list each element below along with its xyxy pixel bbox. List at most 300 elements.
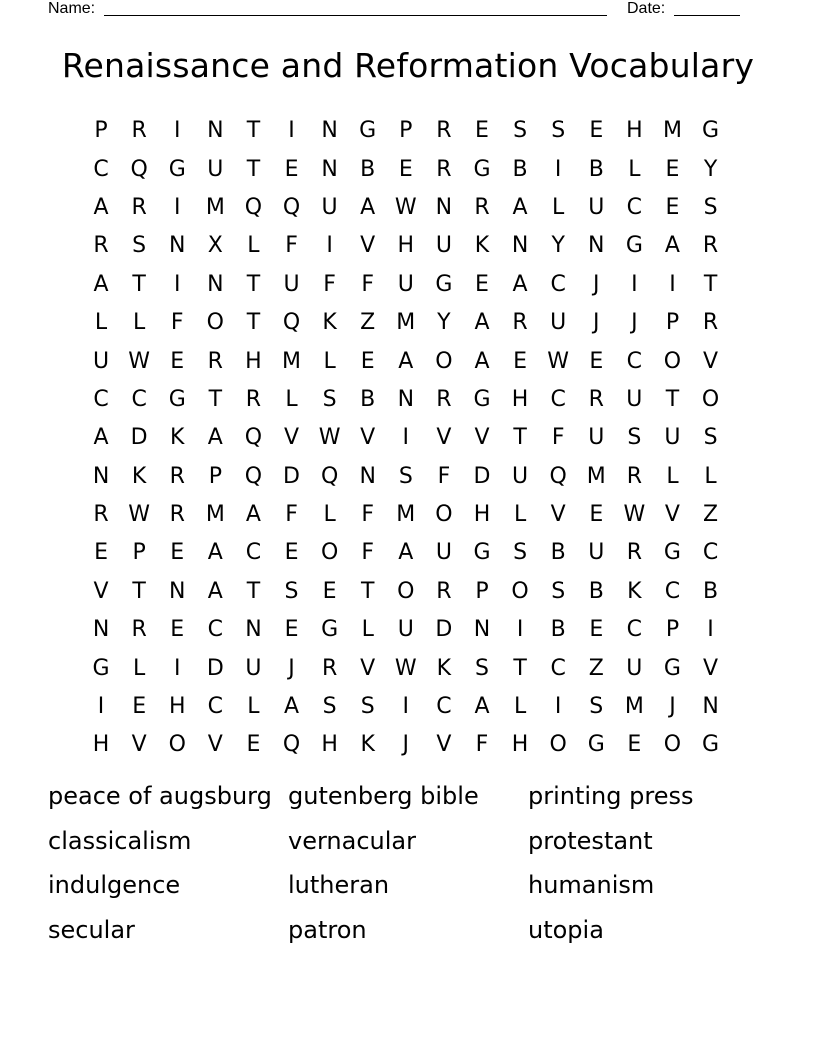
grid-letter: N	[207, 118, 224, 144]
grid-letter: N	[92, 463, 110, 489]
grid-letter: N	[359, 463, 376, 489]
grid-letter: B	[588, 578, 604, 604]
grid-letter: M	[396, 310, 416, 336]
grid-letter: S	[589, 694, 604, 720]
grid-letter: E	[475, 271, 489, 297]
grid-letter: R	[321, 655, 338, 681]
grid-row	[82, 649, 732, 687]
grid-letter: I	[516, 617, 524, 643]
word-list-item: vernacular	[288, 826, 416, 855]
grid-letter: V	[207, 732, 223, 758]
grid-letter: R	[169, 502, 185, 528]
grid-letter: S	[513, 540, 528, 566]
grid-letter: I	[402, 425, 410, 451]
grid-letter: S	[551, 578, 566, 604]
grid-letter: N	[207, 271, 224, 297]
grid-letter: F	[361, 271, 375, 297]
grid-letter: H	[245, 348, 262, 374]
grid-letter: K	[360, 732, 375, 758]
grid-letter: G	[473, 386, 491, 412]
word-list-item: printing press	[528, 782, 694, 810]
word-list-item: indulgence	[48, 871, 181, 899]
grid-letter: I	[631, 271, 638, 297]
grid-row	[82, 534, 732, 572]
grid-letter: L	[323, 348, 336, 374]
grid-letter: S	[627, 425, 642, 451]
grid-letter: S	[322, 386, 337, 412]
grid-letter: M	[205, 502, 225, 528]
grid-letter: Z	[703, 502, 719, 528]
grid-letter: G	[702, 732, 720, 758]
grid-letter: T	[132, 271, 146, 297]
grid-letter: W	[128, 348, 151, 374]
grid-letter: T	[513, 655, 527, 681]
grid-letter: E	[132, 694, 147, 720]
grid-letter: R	[474, 194, 490, 220]
grid-letter: I	[97, 694, 105, 720]
grid-letter: U	[588, 194, 605, 220]
grid-letter: A	[93, 425, 109, 451]
grid-letter: O	[397, 578, 415, 604]
grid-letter: D	[283, 463, 300, 489]
grid-letter: C	[550, 386, 566, 412]
grid-letter: M	[205, 194, 225, 220]
grid-letter: C	[626, 194, 643, 220]
grid-letter: J	[593, 271, 600, 297]
grid-letter: T	[513, 425, 527, 451]
grid-letter: M	[396, 502, 416, 528]
grid-letter: S	[322, 694, 337, 720]
grid-letter: R	[626, 463, 642, 489]
grid-letter: A	[664, 233, 680, 259]
grid-letter: R	[436, 578, 452, 604]
grid-letter: V	[436, 732, 452, 758]
grid-letter: V	[550, 502, 566, 528]
grid-letter: U	[626, 386, 643, 412]
grid-letter: P	[208, 463, 222, 489]
grid-letter: F	[475, 732, 489, 758]
grid-letter: R	[93, 502, 109, 528]
grid-letter: M	[282, 348, 301, 374]
grid-letter: Q	[320, 463, 339, 489]
grid-letter: U	[512, 463, 529, 489]
name-label: Name:	[48, 0, 96, 17]
grid-letter: C	[664, 578, 681, 604]
grid-letter: I	[707, 617, 714, 643]
grid-letter: N	[473, 617, 491, 643]
grid-letter: R	[702, 233, 719, 259]
grid-letter: Q	[244, 194, 263, 220]
grid-letter: I	[554, 694, 562, 720]
grid-letter: I	[554, 156, 562, 182]
grid-letter: V	[360, 233, 376, 259]
letter-grid	[82, 112, 732, 765]
grid-letter: J	[402, 732, 410, 758]
name-blank-line	[104, 15, 607, 16]
grid-letter: G	[168, 386, 186, 412]
grid-row	[82, 573, 732, 611]
grid-letter: A	[245, 502, 261, 528]
grid-letter: U	[245, 655, 262, 681]
grid-letter: G	[92, 655, 110, 681]
grid-letter: D	[473, 463, 491, 489]
grid-letter: C	[207, 617, 224, 643]
grid-letter: F	[285, 233, 298, 259]
grid-letter: U	[588, 540, 605, 566]
grid-letter: C	[93, 156, 109, 182]
grid-row	[82, 189, 732, 227]
word-list-item: patron	[288, 915, 367, 944]
grid-row	[82, 381, 732, 419]
grid-letter: A	[207, 578, 223, 604]
grid-letter: R	[131, 617, 147, 643]
grid-letter: S	[551, 118, 566, 144]
grid-letter: E	[284, 156, 299, 182]
grid-letter: R	[702, 310, 719, 336]
date-label: Date:	[627, 0, 666, 17]
grid-letter: H	[168, 694, 186, 720]
grid-letter: R	[93, 233, 109, 259]
word-list-item: gutenberg bible	[288, 782, 479, 810]
grid-row	[82, 112, 732, 150]
grid-letter: T	[246, 118, 261, 144]
grid-letter: Q	[549, 463, 567, 489]
grid-letter: Q	[244, 463, 263, 489]
grid-letter: N	[588, 233, 605, 259]
grid-letter: P	[399, 118, 413, 144]
grid-letter: I	[173, 118, 181, 144]
grid-letter: W	[394, 194, 417, 220]
grid-letter: M	[586, 463, 606, 489]
grid-letter: D	[435, 617, 453, 643]
word-list-item: secular	[48, 915, 135, 944]
grid-letter: A	[474, 348, 490, 374]
grid-letter: C	[131, 386, 147, 412]
grid-letter: B	[512, 156, 528, 182]
grid-letter: K	[322, 310, 337, 336]
grid-letter: X	[207, 233, 223, 259]
grid-letter: Q	[244, 425, 263, 451]
grid-letter: V	[283, 425, 300, 451]
grid-row	[82, 150, 732, 188]
grid-row	[82, 227, 732, 265]
grid-letter: Z	[588, 655, 604, 681]
grid-letter: R	[245, 386, 262, 412]
grid-letter: N	[169, 233, 186, 259]
grid-letter: B	[360, 386, 376, 412]
grid-letter: U	[397, 617, 414, 643]
grid-letter: R	[131, 194, 147, 220]
grid-letter: P	[94, 118, 108, 144]
grid-letter: L	[513, 694, 527, 720]
grid-letter: U	[588, 425, 605, 451]
grid-letter: E	[627, 732, 642, 758]
grid-letter: N	[397, 386, 415, 412]
grid-letter: B	[550, 617, 566, 643]
grid-letter: C	[93, 386, 109, 412]
grid-letter: F	[285, 502, 298, 528]
grid-letter: T	[132, 578, 146, 604]
word-list-item: lutheran	[288, 871, 390, 899]
grid-letter: E	[589, 502, 604, 528]
word-list-item: humanism	[528, 871, 655, 899]
grid-letter: G	[663, 540, 681, 566]
grid-letter: G	[473, 156, 491, 182]
grid-letter: G	[702, 118, 720, 144]
grid-letter: Q	[282, 732, 301, 758]
grid-letter: N	[321, 118, 338, 144]
grid-letter: L	[666, 463, 679, 489]
grid-letter: E	[665, 156, 680, 182]
grid-letter: L	[323, 502, 336, 528]
grid-letter: O	[663, 732, 682, 758]
grid-letter: N	[321, 156, 338, 182]
grid-letter: A	[360, 194, 376, 220]
grid-letter: F	[551, 425, 565, 451]
grid-letter: L	[552, 194, 565, 220]
grid-letter: T	[246, 310, 261, 336]
grid-letter: T	[246, 271, 261, 297]
grid-letter: H	[626, 118, 643, 144]
grid-letter: A	[93, 194, 109, 220]
grid-letter: P	[132, 540, 146, 566]
grid-letter: P	[665, 310, 680, 336]
grid-letter: O	[168, 732, 186, 758]
grid-letter: A	[474, 694, 490, 720]
grid-letter: G	[359, 118, 377, 144]
grid-letter: O	[320, 540, 339, 566]
grid-letter: E	[665, 194, 680, 220]
grid-letter: G	[473, 540, 491, 566]
grid-letter: E	[475, 118, 489, 144]
grid-letter: L	[704, 463, 717, 489]
grid-row	[82, 726, 732, 764]
grid-letter: U	[207, 156, 224, 182]
grid-letter: L	[247, 233, 260, 259]
grid-row	[82, 342, 732, 380]
grid-letter: S	[703, 194, 718, 220]
grid-letter: D	[206, 655, 224, 681]
grid-letter: S	[703, 425, 718, 451]
grid-letter: S	[284, 578, 299, 604]
grid-letter: Y	[551, 233, 565, 259]
grid-letter: G	[663, 655, 681, 681]
grid-letter: K	[436, 655, 452, 681]
grid-letter: F	[437, 463, 451, 489]
grid-letter: U	[664, 425, 681, 451]
grid-letter: P	[665, 617, 680, 643]
grid-letter: E	[589, 118, 604, 144]
grid-letter: V	[664, 502, 680, 528]
grid-letter: A	[283, 694, 300, 720]
grid-letter: S	[475, 655, 489, 681]
grid-letter: F	[170, 310, 184, 336]
grid-letter: F	[323, 271, 336, 297]
grid-letter: E	[284, 540, 299, 566]
grid-letter: Z	[360, 310, 376, 336]
grid-letter: I	[669, 271, 676, 297]
grid-letter: O	[663, 348, 682, 374]
word-list-item: utopia	[528, 915, 604, 944]
grid-letter: E	[589, 348, 604, 374]
grid-row	[82, 304, 732, 342]
grid-letter: S	[360, 694, 375, 720]
grid-letter: H	[511, 386, 529, 412]
grid-letter: F	[361, 502, 375, 528]
grid-letter: W	[128, 502, 151, 528]
grid-letter: L	[513, 502, 527, 528]
grid-letter: C	[436, 694, 452, 720]
grid-letter: H	[321, 732, 338, 758]
grid-letter: H	[473, 502, 491, 528]
grid-letter: C	[626, 348, 643, 374]
grid-letter: L	[133, 655, 146, 681]
grid-letter: H	[511, 732, 529, 758]
grid-letter: P	[475, 578, 489, 604]
grid-letter: O	[701, 386, 720, 412]
grid-letter: K	[474, 233, 490, 259]
grid-letter: U	[435, 233, 452, 259]
grid-letter: J	[593, 310, 600, 336]
grid-letter: R	[588, 386, 604, 412]
grid-letter: E	[513, 348, 528, 374]
grid-letter: I	[402, 694, 410, 720]
grid-letter: C	[245, 540, 262, 566]
grid-letter: V	[360, 425, 376, 451]
grid-letter: N	[435, 194, 453, 220]
grid-letter: G	[168, 156, 186, 182]
grid-letter: U	[321, 194, 338, 220]
grid-letter: O	[435, 348, 453, 374]
grid-letter: O	[511, 578, 529, 604]
grid-letter: G	[435, 271, 453, 297]
grid-letter: E	[170, 540, 185, 566]
grid-letter: S	[132, 233, 147, 259]
grid-letter: E	[170, 348, 185, 374]
grid-letter: A	[512, 271, 528, 297]
word-list-item: protestant	[528, 826, 653, 855]
grid-letter: G	[587, 732, 605, 758]
grid-letter: A	[93, 271, 109, 297]
grid-letter: T	[208, 386, 223, 412]
grid-letter: R	[436, 386, 452, 412]
grid-letter: V	[131, 732, 147, 758]
grid-letter: L	[133, 310, 146, 336]
grid-letter: E	[94, 540, 108, 566]
grid-row	[82, 611, 732, 649]
grid-letter: R	[436, 118, 452, 144]
grid-letter: B	[588, 156, 604, 182]
grid-letter: A	[398, 540, 414, 566]
name-date-header	[48, 0, 748, 20]
grid-letter: H	[397, 233, 415, 259]
grid-letter: J	[288, 655, 295, 681]
grid-letter: V	[703, 348, 719, 374]
grid-letter: E	[322, 578, 337, 604]
grid-letter: U	[435, 540, 452, 566]
grid-letter: A	[512, 194, 528, 220]
grid-letter: C	[550, 655, 566, 681]
grid-letter: E	[284, 617, 299, 643]
grid-letter: R	[436, 156, 452, 182]
grid-letter: U	[626, 655, 643, 681]
grid-letter: I	[173, 194, 181, 220]
grid-letter: N	[245, 617, 262, 643]
grid-letter: K	[627, 578, 642, 604]
grid-letter: J	[631, 310, 638, 336]
grid-letter: W	[547, 348, 570, 374]
grid-letter: N	[511, 233, 529, 259]
grid-row	[82, 688, 732, 726]
grid-letter: R	[207, 348, 223, 374]
grid-letter: K	[131, 463, 147, 489]
grid-letter: L	[361, 617, 374, 643]
page-title: Renaissance and Reformation Vocabulary	[61, 46, 755, 85]
grid-letter: R	[169, 463, 185, 489]
grid-letter: R	[512, 310, 528, 336]
grid-letter: G	[625, 233, 643, 259]
grid-letter: E	[589, 617, 604, 643]
grid-letter: U	[397, 271, 414, 297]
grid-letter: S	[513, 118, 528, 144]
grid-letter: N	[169, 578, 186, 604]
grid-letter: U	[550, 310, 567, 336]
grid-letter: A	[474, 310, 490, 336]
grid-letter: C	[702, 540, 719, 566]
grid-letter: A	[207, 540, 223, 566]
grid-letter: V	[360, 655, 376, 681]
grid-letter: F	[361, 540, 375, 566]
grid-letter: E	[360, 348, 375, 374]
grid-row	[82, 419, 732, 457]
grid-letter: V	[703, 655, 719, 681]
word-list-item: peace of augsburg	[48, 782, 272, 810]
grid-letter: W	[318, 425, 341, 451]
grid-letter: T	[665, 386, 680, 412]
grid-letter: A	[207, 425, 223, 451]
grid-letter: V	[93, 578, 109, 604]
grid-letter: B	[703, 578, 719, 604]
grid-letter: N	[92, 617, 110, 643]
grid-letter: L	[247, 694, 260, 720]
grid-row	[82, 496, 732, 534]
grid-letter: T	[246, 156, 261, 182]
grid-row	[82, 458, 732, 496]
grid-letter: B	[360, 156, 376, 182]
grid-letter: Q	[282, 194, 301, 220]
grid-letter: W	[623, 502, 646, 528]
grid-letter: T	[703, 271, 718, 297]
grid-letter: V	[436, 425, 452, 451]
grid-letter: I	[173, 655, 181, 681]
grid-letter: T	[360, 578, 375, 604]
grid-letter: Y	[703, 156, 718, 182]
grid-letter: M	[662, 118, 682, 144]
grid-letter: I	[173, 271, 181, 297]
grid-letter: K	[170, 425, 185, 451]
grid-letter: M	[624, 694, 644, 720]
grid-letter: R	[131, 118, 147, 144]
grid-letter: O	[435, 502, 453, 528]
grid-letter: E	[398, 156, 413, 182]
grid-letter: Q	[282, 310, 301, 336]
grid-letter: S	[398, 463, 413, 489]
grid-letter: O	[549, 732, 567, 758]
grid-letter: Q	[130, 156, 148, 182]
grid-letter: R	[626, 540, 642, 566]
grid-letter: B	[550, 540, 566, 566]
grid-letter: N	[702, 694, 719, 720]
